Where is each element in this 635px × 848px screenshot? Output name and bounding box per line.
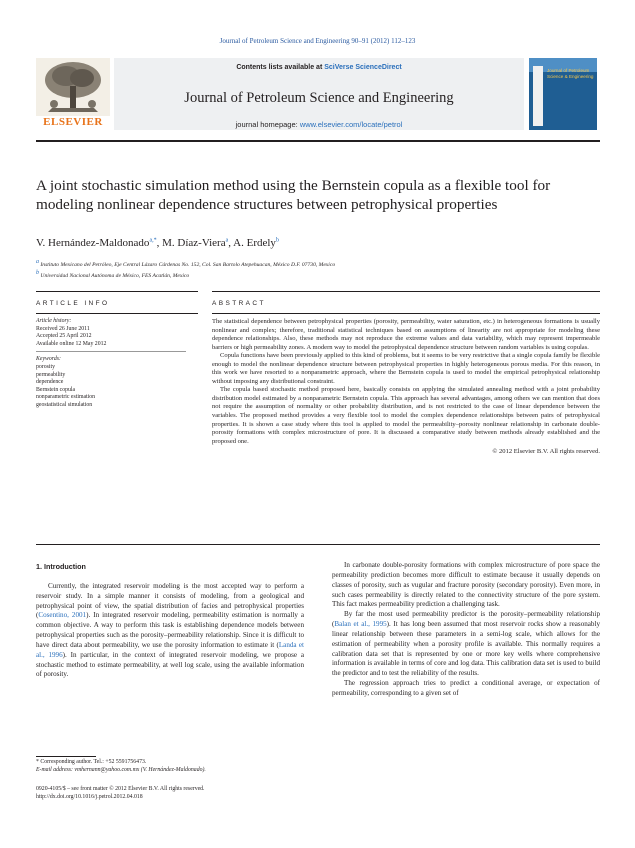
cover-title: Journal of Petroleum Science & Engineering — [547, 68, 594, 79]
journal-title: Journal of Petroleum Science and Engineering — [184, 90, 454, 106]
text-run: ). It has long been assumed that most reservoir rocks show a reasonably linear relationship between these parameters in a semi-log scale, which allows for the estimation of permeability when a porosity profile is available. This normally requires a calibration data set that is represented by one or more key wells where comprehensive information is available in terms of core and log data. This calibration data set is used to build the predictor and to test the reliability of the results. — [332, 620, 600, 678]
history-item: Received 26 June 2011 — [36, 325, 90, 332]
contents-line — [114, 64, 524, 71]
keyword: nonparametric estimation — [36, 394, 96, 401]
sciencedirect-link[interactable]: SciVerse ScienceDirect — [324, 64, 402, 71]
homepage-link[interactable]: www.elsevier.com/locate/petrol — [299, 120, 403, 129]
abstract-paragraph: Copula functions have been previously applied to this kind of problems, but it seems to be very restrictive that a single copula family be flexible enough to model the nonlinear dependence structure between petrophysical properties in highly heterogeneous porous media. For this reason, in this work we have resorted to a nonparametric approach, where the Bernstein copula is used to model the empirical petrophysical relationship without imposing any distributional constraint. — [212, 352, 600, 385]
info-rule-mid — [36, 313, 198, 314]
cover-strip — [533, 66, 543, 126]
info-separator — [36, 351, 186, 353]
section-title: 1. Introduction — [36, 562, 86, 571]
body-right-column — [332, 561, 600, 699]
journal-masthead — [114, 58, 524, 130]
citation-link[interactable]: Balan et al., 1995 — [334, 620, 387, 629]
abstract-body — [212, 318, 600, 457]
body-paragraph: In carbonate double-porosity formations with complex microstructure of pore space the permeability prediction becomes more difficult to estimate because it usually depends on classes of porosity, such as vugular and fracture porosity (secondary porosity). Even more, in such cases permeability is directly related to the connectivity structure of the pore system. This fact makes permeability prediction a challenging task. — [332, 561, 600, 609]
publisher-logo — [36, 58, 110, 128]
affiliation-marker: b — [36, 269, 39, 276]
text-run: ). In integrated reservoir modeling, permeability estimation is normally a common objective. A way to perform this task is establishing dependence models between petrophysical properties such as the porosity–permeability relationship. Since it is difficult to have direct data about permeability, we use the porosity information to estimate it ( — [36, 611, 304, 649]
body-paragraph — [36, 582, 304, 680]
body-left-column — [36, 562, 304, 680]
body-paragraph: The regression approach tries to predict a conditional average, or expectation of permeability, corresponding to a given set of — [332, 679, 600, 697]
article-title: A joint stochastic simulation method using the Bernstein copula as a flexible tool for modeling nonlinear dependence structures between petrophysical properties — [36, 177, 551, 213]
article-info-heading: ARTICLE INFO — [36, 300, 110, 307]
affiliation-marker: a — [36, 259, 39, 265]
citation-link[interactable]: Cosentino, 2001 — [38, 611, 87, 620]
info-rule-top — [36, 291, 198, 292]
elsevier-tree-icon — [36, 58, 110, 116]
author-separator: , — [156, 237, 163, 249]
keyword: dependence — [36, 379, 64, 386]
abstract-paragraph: The statistical dependence between petrophysical properties (porosity, permeability, water saturation, etc.) in heterogeneous formations is usually nonlinear and complex; therefore, traditional statistical techniques based on assumptions of linearity are not appropriate for modeling these dependence relationships. Also, these methods may not reproduce the extreme values and data variability, which may represent impermeable barriers or high permeability zones. A modern way to model the petrophysical dependence structure between random variables is using copulas. — [212, 318, 600, 351]
section-gap — [36, 572, 304, 582]
keyword: geostatistical simulation — [36, 401, 93, 408]
author-name[interactable]: M. Díaz-Viera — [162, 237, 226, 249]
journal-cover-thumbnail — [529, 58, 597, 130]
abstract-rule-mid — [212, 313, 600, 314]
text-run: By far the most used permeability predictor is the porosity–permeability relationship ( — [332, 610, 600, 629]
keyword: porosity — [36, 363, 56, 370]
affiliations — [36, 258, 600, 280]
keyword: permeability — [36, 371, 66, 378]
body-paragraph — [332, 610, 600, 679]
footnote-rule — [36, 756, 96, 757]
contents-prefix: Contents lists available at — [236, 64, 325, 71]
affiliation-text: Universidad Nacional Autónoma de México, FES Acatlán, Mexico — [40, 272, 190, 279]
doi-link[interactable]: http://dx.doi.org/10.1016/j.petrol.2012.04.018 — [36, 794, 143, 800]
abstract-rule-bottom — [36, 544, 600, 545]
author-name[interactable]: V. Hernández-Maldonado — [36, 237, 150, 249]
author-separator: , — [228, 237, 234, 249]
journal-homepage — [114, 120, 524, 129]
homepage-prefix: journal homepage: — [235, 120, 300, 129]
author-list — [36, 237, 600, 249]
author-affil-marker[interactable]: a,* — [149, 237, 157, 244]
history-item: Accepted 25 April 2012 — [36, 333, 92, 340]
abstract-paragraph: The copula based stochastic method proposed here, basically consists on applying the simulated annealing method with a joint probability distribution model estimated by a nonparametric Bernstein copula. This approach has several advantages, among others we can mention that does not require the assumption of normality or other probability distribution, and is not restricted to the case of linear dependence between the variables. The proposed method provides a very flexible tool to model the complex dependence relationships between pairs of petrophysical properties. It is shown a case study where this tool is applied to model the permeability–porosity nonlinear relationship in carbonate double-porosity formations with complex microstructure of pore. It is discussed a comparative study between methods already established and the proposed one. — [212, 386, 600, 445]
affiliation-text: Instituto Mexicano del Petróleo, Eje Central Lázaro Cárdenas No. 152, Col. San Bartolo Atepehuacan, México D.F. 07730, Mexico — [40, 261, 336, 268]
text-run: Currently, the integrated reservoir modeling is the most accepted way to perform a reservoir study. In a simple manner it consists of modeling, from a geological and petrophysical point of view, the spatial distribution of facies and petrophysical properties ( — [36, 581, 304, 620]
history-label: Article history: — [36, 318, 72, 324]
footnote-email[interactable]: E-mail address: vmhernann@yahoo.com.mx (V. Hernández-Maldonado). — [36, 767, 206, 773]
keywords-label: Keywords: — [36, 356, 61, 363]
abstract-rule-top — [212, 291, 600, 292]
footnote-corresponding: * Corresponding author. Tel.: +52 5591756473. — [36, 759, 147, 765]
text-run: ). In particular, in the context of integrated reservoir modeling, we propose a stochastic method to estimate permeability, at well log scale, using the available information of porosity. — [36, 650, 304, 679]
citation-link[interactable]: Landa et al., 1996 — [36, 640, 304, 659]
copyright-notice: © 2012 Elsevier B.V. All rights reserved. — [492, 448, 600, 456]
header-rule — [36, 140, 600, 142]
publisher-name: ELSEVIER — [43, 116, 103, 128]
affiliation — [36, 258, 600, 269]
author-name[interactable]: A. Erdely — [233, 237, 276, 249]
issn-line: 0920-4105/$ – see front matter © 2012 Elsevier B.V. All rights reserved. — [36, 786, 205, 792]
history-item: Available online 12 May 2012 — [36, 340, 107, 347]
author-affil-marker[interactable]: a — [225, 237, 229, 244]
article-info — [36, 318, 198, 410]
citation-line[interactable]: Journal of Petroleum Science and Engineering 90–91 (2012) 112–123 — [219, 37, 416, 45]
abstract-heading: ABSTRACT — [212, 300, 266, 307]
keyword: Bernstein copula — [36, 386, 76, 393]
author-affil-marker[interactable]: b — [275, 237, 279, 244]
affiliation — [36, 269, 600, 280]
